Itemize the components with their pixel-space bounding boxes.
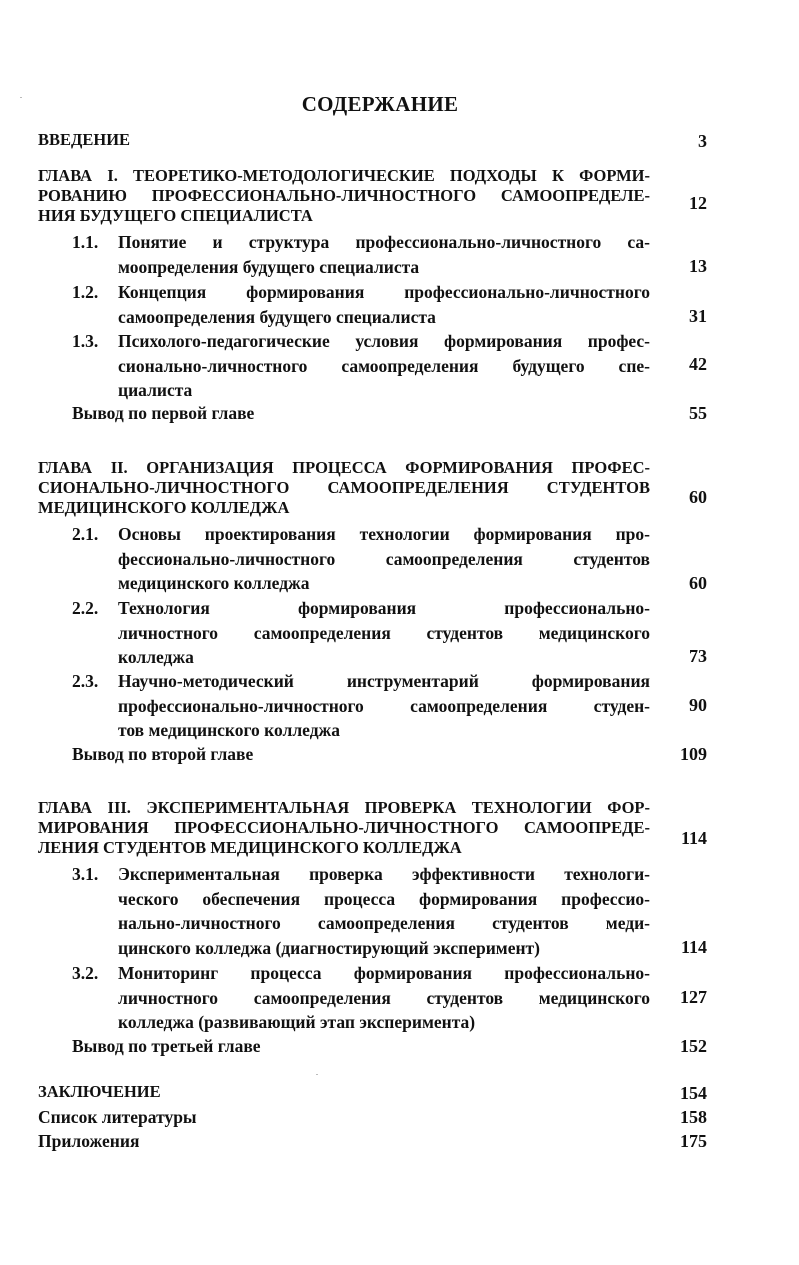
section-title-line: Экспериментальная проверка эффективности технологи- bbox=[118, 864, 650, 884]
toc-chapter-1-conclusion bbox=[72, 401, 650, 426]
page-number: 158 bbox=[680, 1107, 707, 1127]
section-title-line: Научно-методический инструментарий формирования bbox=[118, 671, 650, 691]
section-title-line: нально-личностного самоопределения студентов меди- bbox=[118, 913, 650, 933]
toc-entry-appendices bbox=[38, 1129, 650, 1154]
section-title-line: Мониторинг процесса формирования профессионально- bbox=[118, 963, 650, 983]
page-number: 127 bbox=[680, 987, 707, 1007]
toc-section-2-2 bbox=[72, 596, 650, 670]
chapter-title-line: ГЛАВА I. ТЕОРЕТИКО-МЕТОДОЛОГИЧЕСКИЕ ПОДХОДЫ К ФОРМИ- bbox=[38, 166, 650, 185]
section-title-line: Понятие и структура профессионально-личностного са- bbox=[118, 232, 650, 252]
section-title-line: личностного самоопределения студентов медицинского bbox=[118, 987, 650, 1008]
section-title-line: профессионально-личностного самоопределения студен- bbox=[118, 695, 650, 716]
page-number: 152 bbox=[680, 1036, 707, 1056]
toc-chapter-1 bbox=[38, 166, 650, 226]
section-number: 3.2. bbox=[72, 963, 99, 983]
section-title-line: циалиста bbox=[118, 380, 193, 400]
entry-label: Приложения bbox=[38, 1131, 140, 1151]
section-title-line: Психолого-педагогические условия формирования профес- bbox=[118, 331, 650, 351]
section-title-line: Концепция формирования профессионально-личностного bbox=[118, 282, 650, 302]
entry-label: Вывод по второй главе bbox=[72, 744, 254, 764]
chapter-title-line: ГЛАВА III. ЭКСПЕРИМЕНТАЛЬНАЯ ПРОВЕРКА ТЕХНОЛОГИИ ФОР- bbox=[38, 798, 650, 817]
section-title-line: моопределения будущего специалиста bbox=[118, 256, 420, 277]
chapter-title-line: ГЛАВА II. ОРГАНИЗАЦИЯ ПРОЦЕССА ФОРМИРОВАНИЯ ПРОФЕС- bbox=[38, 458, 650, 477]
page-number: 13 bbox=[689, 256, 707, 276]
section-number: 2.2. bbox=[72, 598, 99, 618]
chapter-title-line: НИЯ БУДУЩЕГО СПЕЦИАЛИСТА bbox=[38, 206, 313, 225]
section-title-line: фессионально-личностного самоопределения студентов bbox=[118, 548, 650, 569]
chapter-title-line: СИОНАЛЬНО-ЛИЧНОСТНОГО САМООПРЕДЕЛЕНИЯ СТУДЕНТОВ bbox=[38, 478, 650, 497]
toc-entry-introduction bbox=[38, 128, 650, 153]
toc-section-2-3 bbox=[72, 669, 650, 743]
section-title-line: тов медицинского колледжа bbox=[118, 720, 340, 740]
toc-section-1-1 bbox=[72, 230, 650, 279]
page-number: 154 bbox=[680, 1083, 707, 1103]
section-title-line: личностного самоопределения студентов медицинского bbox=[118, 622, 650, 643]
entry-label: ВВЕДЕНИЕ bbox=[38, 130, 131, 149]
chapter-title-line: ЛЕНИЯ СТУДЕНТОВ МЕДИЦИНСКОГО КОЛЛЕДЖА bbox=[38, 838, 462, 857]
entry-label: Вывод по третьей главе bbox=[72, 1036, 261, 1056]
section-title-line: колледжа bbox=[118, 647, 194, 667]
toc-section-3-1 bbox=[72, 862, 650, 960]
page-number: 90 bbox=[689, 695, 707, 715]
section-title-line: ческого обеспечения процесса формирования профессио- bbox=[118, 888, 650, 909]
entry-label: Список литературы bbox=[38, 1107, 197, 1127]
section-number: 1.1. bbox=[72, 232, 99, 252]
page-number: 109 bbox=[680, 744, 707, 764]
page-number: 55 bbox=[689, 403, 707, 423]
section-title-line: самоопределения будущего специалиста bbox=[118, 306, 436, 327]
section-title-line: колледжа (развивающий этап эксперимента) bbox=[118, 1012, 476, 1032]
section-title-line: Основы проектирования технологии формирования про- bbox=[118, 524, 650, 544]
toc-section-1-3 bbox=[72, 329, 650, 403]
toc-chapter-2-conclusion bbox=[72, 742, 650, 767]
chapter-title-line: МЕДИЦИНСКОГО КОЛЛЕДЖА bbox=[38, 498, 290, 517]
toc-section-1-2 bbox=[72, 280, 650, 329]
page-number: 42 bbox=[689, 354, 707, 374]
page-title: СОДЕРЖАНИЕ bbox=[301, 92, 459, 116]
entry-label: ЗАКЛЮЧЕНИЕ bbox=[38, 1082, 161, 1101]
page-number: 60 bbox=[689, 487, 707, 507]
page-number: 114 bbox=[680, 937, 707, 957]
scan-speck bbox=[316, 1074, 318, 1075]
section-title-line: цинского колледжа (диагностирующий эксперимент) bbox=[118, 937, 540, 958]
toc-entry-references bbox=[38, 1105, 650, 1130]
section-title-line: Технология формирования профессионально- bbox=[118, 598, 650, 618]
section-number: 3.1. bbox=[72, 864, 99, 884]
section-number: 2.1. bbox=[72, 524, 99, 544]
scan-speck bbox=[20, 97, 22, 98]
page-number: 3 bbox=[698, 131, 707, 151]
toc-section-3-2 bbox=[72, 961, 650, 1035]
toc-chapter-2 bbox=[38, 458, 650, 518]
page-number: 73 bbox=[689, 646, 707, 666]
toc-entry-conclusion bbox=[38, 1080, 650, 1105]
section-number: 1.3. bbox=[72, 331, 99, 351]
toc-chapter-3 bbox=[38, 798, 650, 858]
page-number: 60 bbox=[689, 573, 707, 593]
entry-label: Вывод по первой главе bbox=[72, 403, 255, 423]
toc-chapter-3-conclusion bbox=[72, 1034, 650, 1059]
page-number: 114 bbox=[680, 828, 707, 848]
chapter-title-line: МИРОВАНИЯ ПРОФЕССИОНАЛЬНО-ЛИЧНОСТНОГО САМООПРЕДЕ- bbox=[38, 818, 650, 837]
chapter-title-line: РОВАНИЮ ПРОФЕССИОНАЛЬНО-ЛИЧНОСТНОГО САМООПРЕДЕЛЕ- bbox=[38, 186, 650, 205]
page-number: 31 bbox=[689, 306, 707, 326]
page-number: 12 bbox=[689, 193, 707, 213]
page-number: 175 bbox=[680, 1131, 707, 1151]
section-title-line: сионально-личностного самоопределения будущего спе- bbox=[118, 355, 650, 376]
section-title-line: медицинского колледжа bbox=[118, 573, 310, 593]
section-number: 2.3. bbox=[72, 671, 99, 691]
toc-section-2-1 bbox=[72, 522, 650, 596]
section-number: 1.2. bbox=[72, 282, 99, 302]
